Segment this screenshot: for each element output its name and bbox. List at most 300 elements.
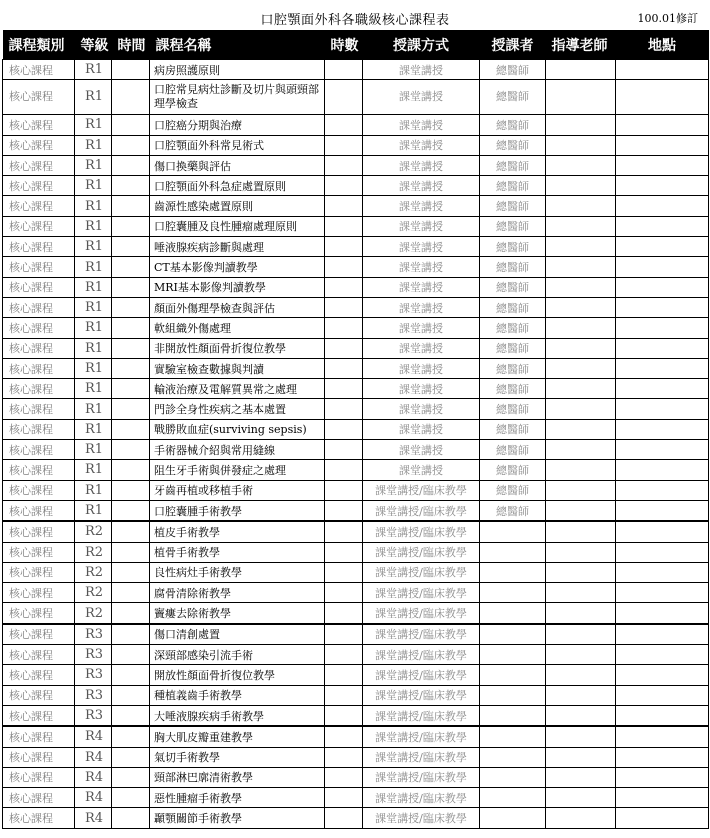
location-cell xyxy=(616,115,709,135)
advisor-cell xyxy=(546,562,616,582)
table-row xyxy=(3,705,709,726)
level-cell: R1 xyxy=(75,460,112,480)
instructor-cell: 總醫師 xyxy=(480,176,546,196)
method-cell: 課堂講授/臨床教學 xyxy=(363,747,480,767)
course-name-cell: 腐骨清除術教學 xyxy=(150,583,325,603)
time-cell xyxy=(112,135,150,155)
table-row xyxy=(3,542,709,562)
time-cell xyxy=(112,419,150,439)
column-header-method: 授課方式 xyxy=(363,30,480,60)
hours-cell xyxy=(325,135,363,155)
column-header-level: 等級 xyxy=(75,30,112,60)
category-cell: 核心課程 xyxy=(3,808,75,828)
instructor-cell: 總醫師 xyxy=(480,297,546,317)
time-cell xyxy=(112,542,150,562)
course-name-cell: 戰勝敗血症(surviving sepsis) xyxy=(150,419,325,439)
method-cell: 課堂講授 xyxy=(363,440,480,460)
table-row xyxy=(3,196,709,216)
time-cell xyxy=(112,297,150,317)
column-header-location: 地點 xyxy=(616,30,709,60)
hours-cell xyxy=(325,767,363,787)
location-cell xyxy=(616,257,709,277)
hours-cell xyxy=(325,603,363,624)
course-name-cell: 實驗室檢查數據與判讀 xyxy=(150,358,325,378)
table-row xyxy=(3,115,709,135)
advisor-cell xyxy=(546,645,616,665)
method-cell: 課堂講授 xyxy=(363,277,480,297)
course-name-cell: 手術器械介紹與常用縫線 xyxy=(150,440,325,460)
table-row xyxy=(3,521,709,542)
course-name-cell: 顏面外傷理學檢查與評估 xyxy=(150,297,325,317)
instructor-cell: 總醫師 xyxy=(480,135,546,155)
level-cell: R1 xyxy=(75,237,112,257)
category-cell: 核心課程 xyxy=(3,176,75,196)
course-name-cell: MRI基本影像判讀教學 xyxy=(150,277,325,297)
category-cell: 核心課程 xyxy=(3,115,75,135)
table-row xyxy=(3,80,709,115)
location-cell xyxy=(616,277,709,297)
location-cell xyxy=(616,379,709,399)
hours-cell xyxy=(325,257,363,277)
instructor-cell: 總醫師 xyxy=(480,237,546,257)
location-cell xyxy=(616,338,709,358)
location-cell xyxy=(616,155,709,175)
column-header-hours: 時數 xyxy=(325,30,363,60)
time-cell xyxy=(112,80,150,115)
category-cell: 核心課程 xyxy=(3,216,75,236)
hours-cell xyxy=(325,419,363,439)
location-cell xyxy=(616,645,709,665)
method-cell: 課堂講授/臨床教學 xyxy=(363,500,480,521)
hours-cell xyxy=(325,338,363,358)
table-row xyxy=(3,788,709,808)
time-cell xyxy=(112,257,150,277)
course-name-cell: 口腔顎面外科急症處置原則 xyxy=(150,176,325,196)
method-cell: 課堂講授/臨床教學 xyxy=(363,562,480,582)
level-cell: R4 xyxy=(75,767,112,787)
hours-cell xyxy=(325,521,363,542)
method-cell: 課堂講授/臨床教學 xyxy=(363,542,480,562)
location-cell xyxy=(616,237,709,257)
time-cell xyxy=(112,624,150,645)
method-cell: 課堂講授 xyxy=(363,115,480,135)
course-name-cell: 口腔顎面外科常見術式 xyxy=(150,135,325,155)
time-cell xyxy=(112,399,150,419)
location-cell xyxy=(616,297,709,317)
hours-cell xyxy=(325,440,363,460)
category-cell: 核心課程 xyxy=(3,419,75,439)
hours-cell xyxy=(325,216,363,236)
course-name-cell: 病房照護原則 xyxy=(150,60,325,80)
hours-cell xyxy=(325,115,363,135)
method-cell: 課堂講授/臨床教學 xyxy=(363,665,480,685)
hours-cell xyxy=(325,788,363,808)
time-cell xyxy=(112,358,150,378)
course-name-cell: 輸液治療及電解質異常之處理 xyxy=(150,379,325,399)
time-cell xyxy=(112,767,150,787)
advisor-cell xyxy=(546,216,616,236)
category-cell: 核心課程 xyxy=(3,624,75,645)
category-cell: 核心課程 xyxy=(3,583,75,603)
time-cell xyxy=(112,440,150,460)
table-row xyxy=(3,155,709,175)
course-name-cell: 傷口換藥與評估 xyxy=(150,155,325,175)
hours-cell xyxy=(325,196,363,216)
instructor-cell xyxy=(480,788,546,808)
advisor-cell xyxy=(546,685,616,705)
advisor-cell xyxy=(546,500,616,521)
table-row xyxy=(3,460,709,480)
instructor-cell: 總醫師 xyxy=(480,115,546,135)
course-name-cell: 植骨手術教學 xyxy=(150,542,325,562)
method-cell: 課堂講授 xyxy=(363,318,480,338)
advisor-cell xyxy=(546,603,616,624)
column-header-category: 課程類別 xyxy=(3,30,75,60)
method-cell: 課堂講授/臨床教學 xyxy=(363,603,480,624)
instructor-cell: 總醫師 xyxy=(480,379,546,399)
advisor-cell xyxy=(546,237,616,257)
table-row xyxy=(3,60,709,80)
location-cell xyxy=(616,665,709,685)
time-cell xyxy=(112,583,150,603)
category-cell: 核心課程 xyxy=(3,521,75,542)
time-cell xyxy=(112,521,150,542)
hours-cell xyxy=(325,399,363,419)
hours-cell xyxy=(325,705,363,726)
table-header-row xyxy=(3,30,709,60)
hours-cell xyxy=(325,542,363,562)
level-cell: R1 xyxy=(75,115,112,135)
category-cell: 核心課程 xyxy=(3,562,75,582)
table-row xyxy=(3,277,709,297)
level-cell: R1 xyxy=(75,318,112,338)
level-cell: R1 xyxy=(75,440,112,460)
category-cell: 核心課程 xyxy=(3,338,75,358)
course-name-cell: 傷口清創處置 xyxy=(150,624,325,645)
location-cell xyxy=(616,318,709,338)
level-cell: R1 xyxy=(75,60,112,80)
method-cell: 課堂講授 xyxy=(363,237,480,257)
time-cell xyxy=(112,196,150,216)
location-cell xyxy=(616,521,709,542)
table-row xyxy=(3,440,709,460)
level-cell: R1 xyxy=(75,216,112,236)
advisor-cell xyxy=(546,176,616,196)
level-cell: R1 xyxy=(75,338,112,358)
method-cell: 課堂講授 xyxy=(363,196,480,216)
instructor-cell: 總醫師 xyxy=(480,155,546,175)
hours-cell xyxy=(325,60,363,80)
hours-cell xyxy=(325,358,363,378)
location-cell xyxy=(616,500,709,521)
table-row xyxy=(3,685,709,705)
level-cell: R3 xyxy=(75,685,112,705)
advisor-cell xyxy=(546,480,616,500)
level-cell: R4 xyxy=(75,808,112,828)
instructor-cell xyxy=(480,705,546,726)
instructor-cell: 總醫師 xyxy=(480,80,546,115)
course-name-cell: 胸大肌皮瓣重建教學 xyxy=(150,726,325,747)
hours-cell xyxy=(325,747,363,767)
table-row xyxy=(3,767,709,787)
level-cell: R1 xyxy=(75,500,112,521)
time-cell xyxy=(112,60,150,80)
instructor-cell xyxy=(480,521,546,542)
level-cell: R1 xyxy=(75,419,112,439)
table-row xyxy=(3,808,709,828)
hours-cell xyxy=(325,500,363,521)
advisor-cell xyxy=(546,726,616,747)
column-header-time: 時間 xyxy=(112,30,150,60)
advisor-cell xyxy=(546,257,616,277)
table-row xyxy=(3,257,709,277)
method-cell: 課堂講授 xyxy=(363,60,480,80)
table-row xyxy=(3,358,709,378)
advisor-cell xyxy=(546,115,616,135)
course-name-cell: 門診全身性疾病之基本處置 xyxy=(150,399,325,419)
level-cell: R1 xyxy=(75,399,112,419)
method-cell: 課堂講授/臨床教學 xyxy=(363,726,480,747)
table-row xyxy=(3,237,709,257)
instructor-cell xyxy=(480,747,546,767)
hours-cell xyxy=(325,480,363,500)
instructor-cell: 總醫師 xyxy=(480,460,546,480)
location-cell xyxy=(616,726,709,747)
advisor-cell xyxy=(546,521,616,542)
level-cell: R2 xyxy=(75,583,112,603)
location-cell xyxy=(616,216,709,236)
location-cell xyxy=(616,440,709,460)
course-name-cell: 口腔囊腫手術教學 xyxy=(150,500,325,521)
hours-cell xyxy=(325,665,363,685)
location-cell xyxy=(616,80,709,115)
time-cell xyxy=(112,726,150,747)
location-cell xyxy=(616,603,709,624)
level-cell: R1 xyxy=(75,257,112,277)
time-cell xyxy=(112,115,150,135)
method-cell: 課堂講授 xyxy=(363,460,480,480)
level-cell: R1 xyxy=(75,196,112,216)
method-cell: 課堂講授/臨床教學 xyxy=(363,480,480,500)
location-cell xyxy=(616,60,709,80)
column-header-instructor: 授課者 xyxy=(480,30,546,60)
method-cell: 課堂講授/臨床教學 xyxy=(363,705,480,726)
advisor-cell xyxy=(546,318,616,338)
advisor-cell xyxy=(546,624,616,645)
table-row xyxy=(3,176,709,196)
category-cell: 核心課程 xyxy=(3,500,75,521)
instructor-cell xyxy=(480,562,546,582)
time-cell xyxy=(112,808,150,828)
category-cell: 核心課程 xyxy=(3,80,75,115)
level-cell: R2 xyxy=(75,542,112,562)
course-name-cell: 大唾液腺疾病手術教學 xyxy=(150,705,325,726)
course-name-cell: 種植義齒手術教學 xyxy=(150,685,325,705)
time-cell xyxy=(112,216,150,236)
table-row xyxy=(3,338,709,358)
time-cell xyxy=(112,338,150,358)
course-name-cell: 阻生牙手術與併發症之處理 xyxy=(150,460,325,480)
hours-cell xyxy=(325,80,363,115)
instructor-cell xyxy=(480,603,546,624)
advisor-cell xyxy=(546,583,616,603)
advisor-cell xyxy=(546,80,616,115)
method-cell: 課堂講授 xyxy=(363,155,480,175)
category-cell: 核心課程 xyxy=(3,257,75,277)
time-cell xyxy=(112,237,150,257)
category-cell: 核心課程 xyxy=(3,480,75,500)
advisor-cell xyxy=(546,788,616,808)
method-cell: 課堂講授/臨床教學 xyxy=(363,645,480,665)
category-cell: 核心課程 xyxy=(3,460,75,480)
level-cell: R4 xyxy=(75,726,112,747)
hours-cell xyxy=(325,379,363,399)
category-cell: 核心課程 xyxy=(3,542,75,562)
advisor-cell xyxy=(546,338,616,358)
location-cell xyxy=(616,685,709,705)
advisor-cell xyxy=(546,358,616,378)
advisor-cell xyxy=(546,440,616,460)
category-cell: 核心課程 xyxy=(3,196,75,216)
location-cell xyxy=(616,808,709,828)
method-cell: 課堂講授/臨床教學 xyxy=(363,624,480,645)
location-cell xyxy=(616,624,709,645)
category-cell: 核心課程 xyxy=(3,788,75,808)
location-cell xyxy=(616,419,709,439)
level-cell: R3 xyxy=(75,665,112,685)
method-cell: 課堂講授/臨床教學 xyxy=(363,767,480,787)
location-cell xyxy=(616,562,709,582)
time-cell xyxy=(112,645,150,665)
category-cell: 核心課程 xyxy=(3,665,75,685)
revision-label: 100.01修訂 xyxy=(637,12,698,25)
category-cell: 核心課程 xyxy=(3,135,75,155)
instructor-cell xyxy=(480,726,546,747)
document-title: 口腔顎面外科各職級核心課程表 xyxy=(260,13,450,28)
instructor-cell: 總醫師 xyxy=(480,500,546,521)
level-cell: R2 xyxy=(75,603,112,624)
location-cell xyxy=(616,705,709,726)
hours-cell xyxy=(325,624,363,645)
table-row xyxy=(3,419,709,439)
table-row xyxy=(3,135,709,155)
table-row xyxy=(3,603,709,624)
method-cell: 課堂講授/臨床教學 xyxy=(363,788,480,808)
course-name-cell: 深頸部感染引流手術 xyxy=(150,645,325,665)
course-name-cell: 良性病灶手術教學 xyxy=(150,562,325,582)
course-name-cell: 植皮手術教學 xyxy=(150,521,325,542)
table-row xyxy=(3,562,709,582)
instructor-cell xyxy=(480,685,546,705)
level-cell: R3 xyxy=(75,705,112,726)
advisor-cell xyxy=(546,460,616,480)
category-cell: 核心課程 xyxy=(3,60,75,80)
instructor-cell xyxy=(480,767,546,787)
advisor-cell xyxy=(546,135,616,155)
level-cell: R2 xyxy=(75,521,112,542)
instructor-cell: 總醫師 xyxy=(480,480,546,500)
course-name-cell: 軟組織外傷處理 xyxy=(150,318,325,338)
location-cell xyxy=(616,542,709,562)
method-cell: 課堂講授 xyxy=(363,176,480,196)
method-cell: 課堂講授 xyxy=(363,358,480,378)
method-cell: 課堂講授 xyxy=(363,297,480,317)
time-cell xyxy=(112,665,150,685)
category-cell: 核心課程 xyxy=(3,297,75,317)
hours-cell xyxy=(325,318,363,338)
category-cell: 核心課程 xyxy=(3,767,75,787)
table-row xyxy=(3,624,709,645)
level-cell: R1 xyxy=(75,297,112,317)
table-row xyxy=(3,318,709,338)
advisor-cell xyxy=(546,705,616,726)
level-cell: R1 xyxy=(75,277,112,297)
instructor-cell: 總醫師 xyxy=(480,216,546,236)
advisor-cell xyxy=(546,297,616,317)
column-header-advisor: 指導老師 xyxy=(546,30,616,60)
method-cell: 課堂講授 xyxy=(363,419,480,439)
core-course-table xyxy=(2,30,709,829)
hours-cell xyxy=(325,562,363,582)
advisor-cell xyxy=(546,419,616,439)
method-cell: 課堂講授/臨床教學 xyxy=(363,685,480,705)
course-name-cell: 顳顎關節手術教學 xyxy=(150,808,325,828)
course-name-cell: 非開放性顏面骨折復位教學 xyxy=(150,338,325,358)
time-cell xyxy=(112,747,150,767)
time-cell xyxy=(112,500,150,521)
instructor-cell xyxy=(480,624,546,645)
course-name-cell: 竇瘻去除術教學 xyxy=(150,603,325,624)
course-name-cell: 口腔囊腫及良性腫瘤處理原則 xyxy=(150,216,325,236)
category-cell: 核心課程 xyxy=(3,645,75,665)
level-cell: R1 xyxy=(75,480,112,500)
location-cell xyxy=(616,767,709,787)
instructor-cell: 總醫師 xyxy=(480,338,546,358)
time-cell xyxy=(112,460,150,480)
level-cell: R1 xyxy=(75,379,112,399)
advisor-cell xyxy=(546,60,616,80)
category-cell: 核心課程 xyxy=(3,155,75,175)
course-name-cell: CT基本影像判讀教學 xyxy=(150,257,325,277)
location-cell xyxy=(616,399,709,419)
level-cell: R1 xyxy=(75,358,112,378)
category-cell: 核心課程 xyxy=(3,440,75,460)
table-row xyxy=(3,583,709,603)
time-cell xyxy=(112,603,150,624)
instructor-cell xyxy=(480,665,546,685)
hours-cell xyxy=(325,176,363,196)
instructor-cell: 總醫師 xyxy=(480,196,546,216)
hours-cell xyxy=(325,583,363,603)
time-cell xyxy=(112,685,150,705)
location-cell xyxy=(616,196,709,216)
category-cell: 核心課程 xyxy=(3,277,75,297)
advisor-cell xyxy=(546,379,616,399)
category-cell: 核心課程 xyxy=(3,726,75,747)
category-cell: 核心課程 xyxy=(3,399,75,419)
location-cell xyxy=(616,788,709,808)
advisor-cell xyxy=(546,399,616,419)
course-name-cell: 氣切手術教學 xyxy=(150,747,325,767)
hours-cell xyxy=(325,277,363,297)
hours-cell xyxy=(325,685,363,705)
instructor-cell: 總醫師 xyxy=(480,358,546,378)
instructor-cell: 總醫師 xyxy=(480,257,546,277)
time-cell xyxy=(112,379,150,399)
instructor-cell xyxy=(480,542,546,562)
category-cell: 核心課程 xyxy=(3,747,75,767)
instructor-cell xyxy=(480,583,546,603)
